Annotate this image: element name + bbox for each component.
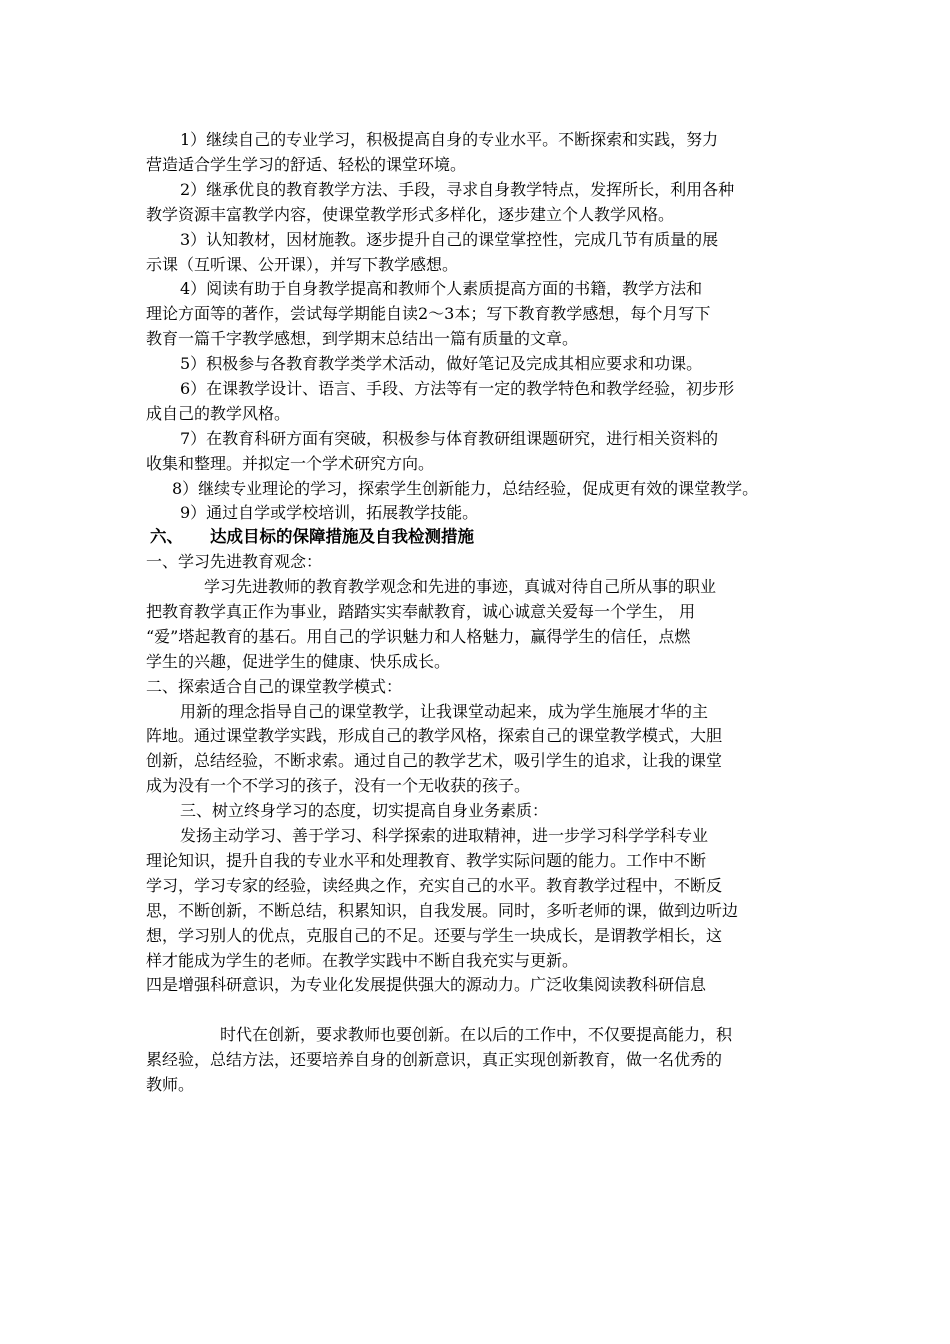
paragraph-line: 学生的兴趣，促进学生的健康、快乐成长。 xyxy=(146,652,451,671)
paragraph-line: 发扬主动学习、善于学习、科学探索的进取精神，进一步学习科学学科专业 xyxy=(180,826,709,845)
paragraph-line: 1）继续自己的专业学习，积极提高自身的专业水平。不断探索和实践，努力 xyxy=(180,130,719,149)
section-title: 达成目标的保障措施及自我检测措施 xyxy=(210,527,474,546)
paragraph-line: 思，不断创新，不断总结，积累知识，自我发展。同时，多听老师的课，做到边听边 xyxy=(146,901,739,920)
paragraph-line: 把教育教学真正作为事业，踏踏实实奉献教育，诚心诚意关爱每一个学生， 用 xyxy=(146,602,696,621)
paragraph-line: 教师。 xyxy=(146,1075,195,1094)
section-number: 六、 xyxy=(150,527,183,546)
subsection-heading: 一、学习先进教育观念： xyxy=(146,552,323,571)
paragraph-line: 成为没有一个不学习的孩子，没有一个无收获的孩子。 xyxy=(146,776,531,795)
paragraph-line: 2）继承优良的教育教学方法、手段，寻求自身教学特点，发挥所长，利用各种 xyxy=(180,180,735,199)
paragraph-line: 阵地。通过课堂教学实践，形成自己的教学风格，探索自己的课堂教学模式，大胆 xyxy=(146,726,723,745)
paragraph-line: 营造适合学生学习的舒适、轻松的课堂环境。 xyxy=(146,155,467,174)
paragraph-line: 用新的理念指导自己的课堂教学，让我课堂动起来，成为学生施展才华的主 xyxy=(180,702,709,721)
paragraph-line: 收集和整理。并拟定一个学术研究方向。 xyxy=(146,454,435,473)
paragraph-line: 想，学习别人的优点，克服自己的不足。还要与学生一块成长，是谓教学相长，这 xyxy=(146,926,723,945)
paragraph-line: 累经验，总结方法，还要培养自身的创新意识，真正实现创新教育，做一名优秀的 xyxy=(146,1050,723,1069)
paragraph-line: 7）在教育科研方面有突破，积极参与体育教研组课题研究，进行相关资料的 xyxy=(180,429,719,448)
paragraph-line: 学习，学习专家的经验，读经典之作，充实自己的水平。教育教学过程中，不断反 xyxy=(146,876,723,895)
paragraph-line: 创新，总结经验，不断求索。通过自己的教学艺术，吸引学生的追求，让我的课堂 xyxy=(146,751,723,770)
paragraph-line: 教育一篇千字教学感想，到学期末总结出一篇有质量的文章。 xyxy=(146,329,579,348)
paragraph-line: 教学资源丰富教学内容，使课堂教学形式多样化，逐步建立个人教学风格。 xyxy=(146,205,675,224)
paragraph-line: 9）通过自学或学校培训，拓展教学技能。 xyxy=(180,503,479,522)
paragraph-line: 学习先进教师的教育教学观念和先进的事迹，真诚对待自己所从事的职业 xyxy=(204,577,717,596)
paragraph-line: 4）阅读有助于自身教学提高和教师个人素质提高方面的书籍，教学方法和 xyxy=(180,279,703,298)
paragraph-line: “爱”塔起教育的基石。用自己的学识魅力和人格魅力，赢得学生的信任，点燃 xyxy=(146,627,691,646)
subsection-heading: 三、树立终身学习的态度，切实提高自身业务素质： xyxy=(180,801,549,820)
paragraph-line: 理论方面等的著作，尝试每学期能自读2～3本；写下教育教学感想，每个月写下 xyxy=(146,304,711,323)
paragraph-line: 示课（互听课、公开课），并写下教学感想。 xyxy=(146,255,459,274)
subsection-heading: 二、探索适合自己的课堂教学模式： xyxy=(146,677,403,696)
paragraph-line: 成自己的教学风格。 xyxy=(146,404,291,423)
paragraph-line: 5）积极参与各教育教学类学术活动，做好笔记及完成其相应要求和功课。 xyxy=(180,354,703,373)
paragraph-line: 时代在创新，要求教师也要创新。在以后的工作中，不仅要提高能力，积 xyxy=(220,1025,733,1044)
paragraph-line: 样才能成为学生的老师。在教学实践中不断自我充实与更新。 xyxy=(146,951,579,970)
paragraph-line: 6）在课教学设计、语言、手段、方法等有一定的教学特色和教学经验，初步形 xyxy=(180,379,735,398)
paragraph-line: 理论知识，提升自我的专业水平和处理教育、教学实际问题的能力。工作中不断 xyxy=(146,851,707,870)
paragraph-line: 8）继续专业理论的学习，探索学生创新能力，总结经验，促成更有效的课堂教学。 xyxy=(172,479,759,498)
section-heading xyxy=(150,524,820,549)
paragraph-line: 3）认知教材，因材施教。逐步提升自己的课堂掌控性，完成几节有质量的展 xyxy=(180,230,719,249)
paragraph-line: 四是增强科研意识，为专业化发展提供强大的源动力。广泛收集阅读教科研信息 xyxy=(146,975,707,994)
